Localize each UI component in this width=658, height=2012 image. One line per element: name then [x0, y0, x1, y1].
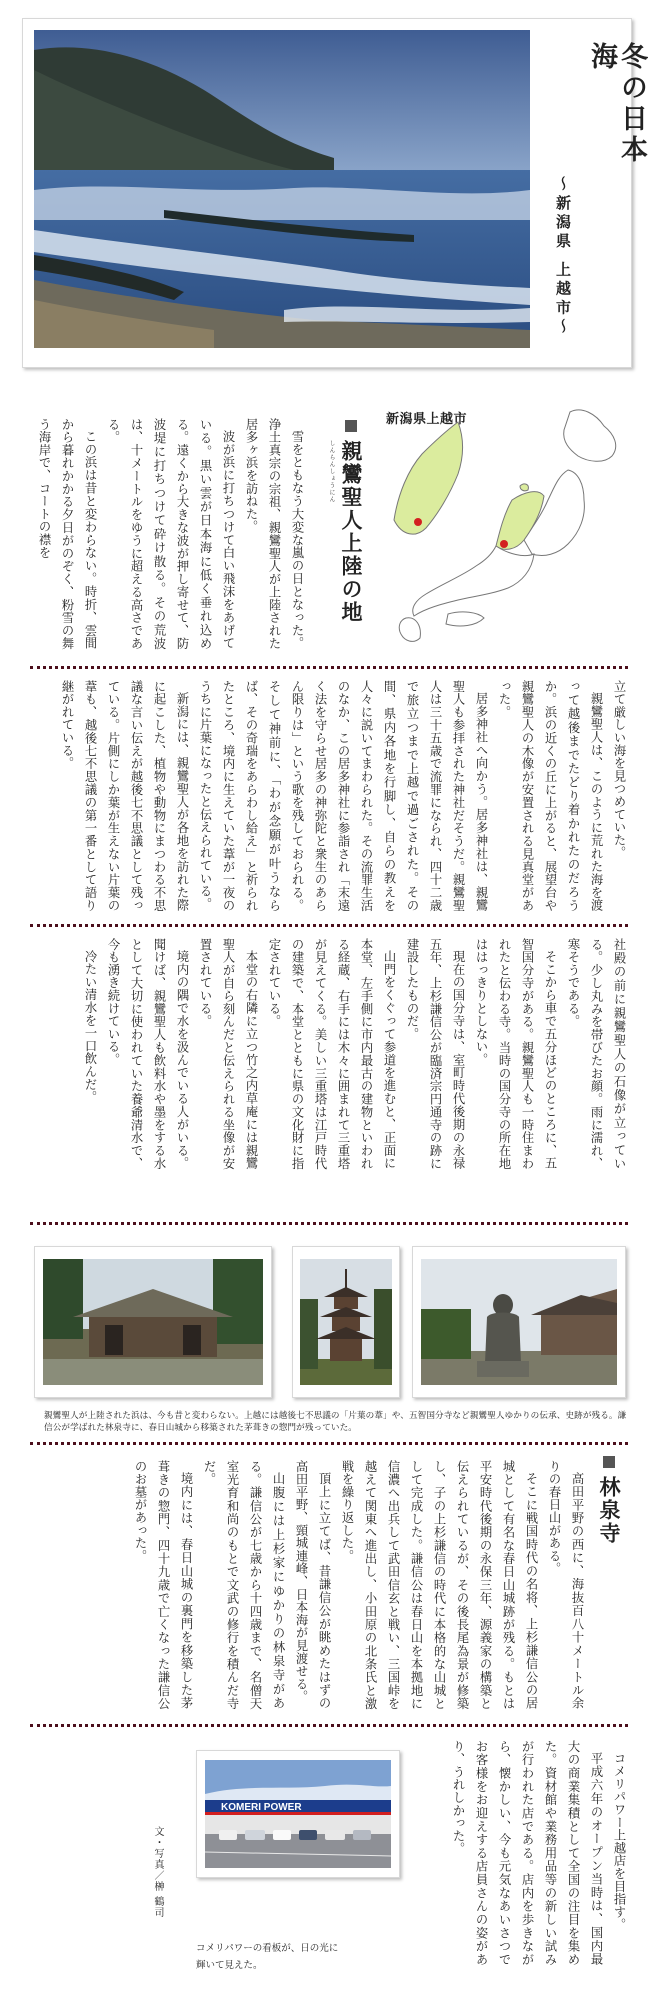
- section1-paragraph: この浜は昔と変わらない。時折、雲間から暮れかかる夕日がのぞく、粉雪の舞う海岸で、コートの襟を: [37, 418, 97, 650]
- photo-frame-store: [196, 1750, 400, 1878]
- japan-map: [392, 404, 624, 644]
- row3-paragraph: 山門をくぐって参道を進むと、正面に本堂、左手側に市内最古の建物といわれる経蔵、右手には木々に囲まれて三重塔が見えてくる。美しい三重塔は江戸時代の建築で、本堂とともに県の文化財に指定されている。: [267, 938, 396, 1170]
- section3-text: [420, 1740, 630, 1966]
- joetsu-marker-large: [414, 518, 422, 526]
- row2-text: [38, 680, 630, 912]
- photo-frame-pagoda: [292, 1246, 400, 1398]
- section2-text: [58, 1460, 588, 1710]
- row3-paragraph: 現在の国分寺は、室町時代後期の永禄五年、上杉謙信公が臨済宗円通寺の跡に建設したものだ。: [405, 938, 465, 1170]
- page-title: 冬の日本海: [586, 42, 647, 166]
- heading-square-icon: [345, 420, 357, 432]
- divider: [30, 1442, 628, 1445]
- section2-paragraph: 境内には、春日山城の裏門を移築した茅葺きの惣門、四十九歳で亡くなった謙信公のお墓があった。: [133, 1460, 193, 1710]
- japan-map-illustration: [392, 404, 624, 644]
- joetsu-marker-small: [500, 540, 508, 548]
- divider: [30, 666, 628, 669]
- photo-caption: 親鸞聖人が上陸された浜は、今も昔と変わらない。上越には越後七不思議の「片葉の葦」や、五智国分寺など親鸞聖人ゆかりの伝承、史跡が残る。謙信公が学ばれた林泉寺に、春日山城から移築された茅葺きの惣門が残っていた。: [44, 1411, 627, 1433]
- row3-paragraph: 境内の隅で水を汲んでいる人がいる。聞けば、親鸞聖人も飲料水や墨をする水として大切に使われていた養爺清水で、今も湧き続けている。: [106, 938, 189, 1170]
- heading-square-icon: [603, 1456, 615, 1468]
- section1-text: [37, 418, 308, 650]
- row2-paragraph: 居多神社へ向かう。居多神社は、親鸞聖人も参拝された神社だそうだ。親鸞聖人は三十五歳で流罪になられ、四十二歳で旅立つまで上越で過ごされた。その間、県内各地を行脚し、自らの教えを人々に説いてまわられた。その流罪生活のなか、この居多神社に参詣され「末遠く法を守らせ居多の神弥陀と衆生のあらん限りは」という歌を残しておられる。そして神前に、「わが念願が叶うならば、その奇瑞をあらわし給え」と祈られたところ、境内に生えていた葦が一夜のうちに片葉になったと伝えられている。: [198, 680, 488, 912]
- store-sign-text: KOMERI POWER: [221, 1802, 302, 1813]
- section1-heading: 親鸞聖人上陸の地: [336, 420, 366, 652]
- section2-paragraph: 高田平野の西に、海抜百八十メートル余りの春日山がある。: [547, 1460, 584, 1710]
- winter-sea-illustration: [34, 30, 530, 348]
- page-subtitle: ～新潟県 上越市～: [554, 176, 572, 338]
- divider: [30, 1222, 628, 1225]
- section3-paragraph: コメリパワー上越店を目指す。: [612, 1752, 626, 1932]
- photo-frame-statue: [412, 1246, 626, 1398]
- row3-paragraph: そこから車で五分ほどのところに、五智国分寺がある。親鸞聖人も一時住まわれたと伝わる寺。当時の国分寺の所在地ははっきりとしない。: [474, 938, 557, 1170]
- divider: [30, 1724, 628, 1727]
- row3-paragraph: 社殿の前に親鸞聖人の石像が立っている。少し丸みを帯びたお顔。雨に濡れ、寒そうである。: [566, 938, 626, 1170]
- section2-paragraph: 山腹には上杉家にゆかりの林泉寺がある。謙信公が七歳から十四歳まで、名僧天室光育和尚のもとで文武の修行を積んだ寺だ。: [202, 1460, 285, 1710]
- section1-heading-ruby: しんらんしょうにん: [328, 440, 335, 503]
- credit: 文・写真／榊 鶴司: [152, 1826, 163, 1919]
- row2-paragraph: 立て厳しい海を見つめていた。: [612, 680, 626, 860]
- section3-paragraph: 平成六年のオープン当時は、国内最大の商業集積として全国の注目を集めた。資材館や業務用品等の新しい試みが行われた店である。店内を歩きながら、懐かしい、今も元気なあいさつでお客様をお迎えする店員さんの姿があり、うれしかった。: [451, 1740, 603, 1966]
- statue-photo: [421, 1259, 617, 1385]
- store-caption: コメリパワーの看板が、日の光に輝いて見えた。: [196, 1943, 339, 1971]
- section1-heading-block: [326, 420, 366, 652]
- row3-paragraph: 本堂の右隣に立つ竹之内草庵には親鸞聖人が自ら刻んだと伝えられる坐像が安置されている。: [198, 938, 258, 1170]
- section2-paragraph: そこに戦国時代の名将、上杉謙信公の居城として有名な春日山城跡が残る。もとは平安時代後期の永保三年、源義家の構築と伝えられているが、その後長尾為景が修築し、子の上杉謙信の時代に本格的な山城として完成した。謙信公は春日山を本拠地に信濃へ出兵して武田信玄と戦い、三国峠を越えて関東へ進出し、小田原の北条氏と激戦を繰り返した。: [340, 1460, 538, 1710]
- photo-frame-temple-gate: [34, 1246, 272, 1398]
- section2-heading: 林泉寺: [594, 1456, 624, 1576]
- section1-paragraph: 波が浜に打ちつけて白い飛沫をあげている。黒い雲が日本海に低く垂れ込める。遠くから大きな波が押し寄せて、防波堤に打ちつけて砕け散る。その荒波は、十メートルをゆうに超える高さである。: [106, 418, 235, 650]
- pagoda-photo: [300, 1259, 392, 1385]
- row2-paragraph: 親鸞聖人は、このように荒れた海を渡って越後までたどり着かれたのだろうか。浜の近くの丘に上がると、展望台や親鸞聖人の木像が安置される見真堂があった。: [497, 680, 603, 912]
- winter-sea-photo: [34, 30, 530, 348]
- row3-paragraph: 冷たい清水を一口飲んだ。: [83, 950, 97, 1104]
- row2-paragraph: 新潟には、親鸞聖人が各地を訪れた際に起こした、植物や動物にまつわる不思議な言い伝えが越後七不思議として残っている。片側にしか葉が生えない片葉の葦も、越後七不思議の第一番として語り継がれている。: [60, 680, 189, 912]
- map-label: 新潟県上越市: [386, 412, 468, 427]
- temple-gate-photo: [43, 1259, 263, 1385]
- divider: [30, 924, 628, 927]
- row3-text: [38, 938, 630, 1170]
- section1-paragraph: 雪をともなう大変な嵐の日となった。浄土真宗の宗祖、親鸞聖人が上陸された居多ヶ浜を訪ねた。: [244, 418, 304, 650]
- store-photo: [205, 1760, 391, 1868]
- section2-paragraph: 頂上に立てば、昔謙信公が眺めたはずの高田平野、頸城連峰、日本海が見渡せる。: [294, 1460, 331, 1710]
